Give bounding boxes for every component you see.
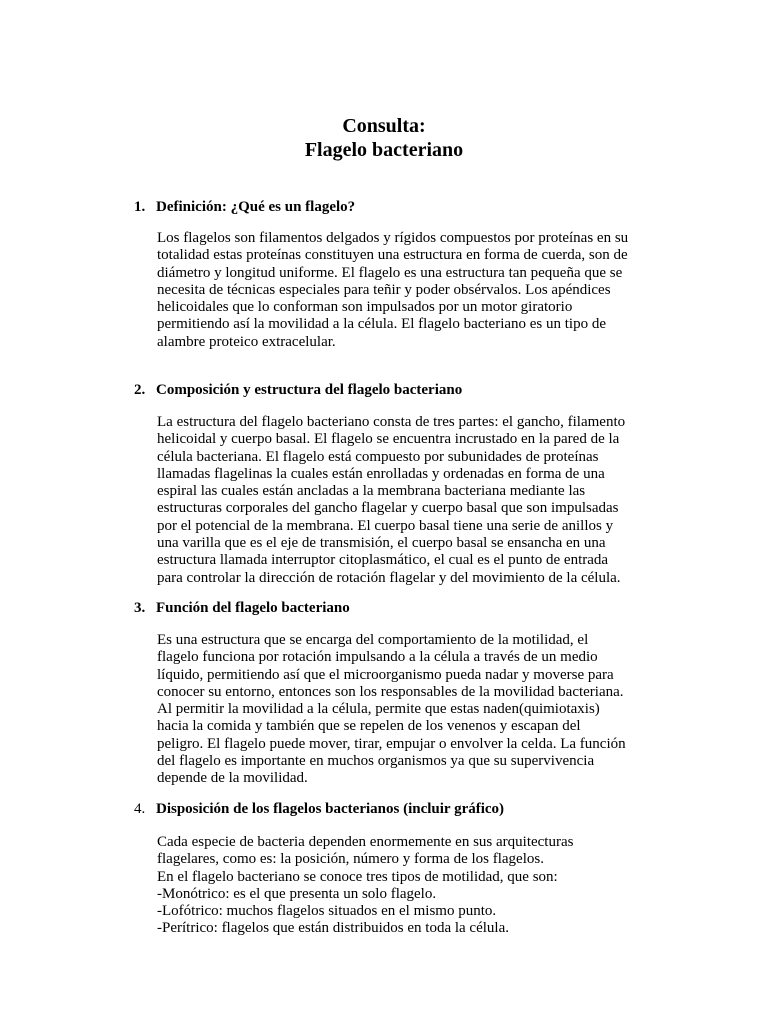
section-number: 1. [134, 199, 146, 215]
paragraph-line: del flagelo es importante en muchos organismos ya que su supervivencia [157, 753, 595, 770]
section-paragraph [157, 230, 657, 351]
section-heading [134, 800, 504, 818]
section-heading-text: Definición: ¿Qué es un flagelo? [156, 199, 356, 215]
paragraph-line: estructura llamada interruptor citoplasmático, el cual es el punto de entrada [157, 552, 609, 569]
paragraph-line: flagelares, como es: la posición, número y forma de los flagelos. [157, 851, 544, 868]
section-heading [134, 599, 350, 617]
section-number: 4. [134, 801, 146, 817]
section-paragraph [157, 834, 657, 938]
title-line-2: Flagelo bacteriano [304, 139, 464, 161]
paragraph-line: -Perítrico: flagelos que están distribuidos en toda la célula. [157, 920, 509, 937]
paragraph-line: para controlar la dirección de rotación flagelar y del movimiento de la célula. [157, 569, 621, 586]
paragraph-line: helicoidales que lo conforman son impulsados por un motor giratorio [157, 299, 573, 316]
paragraph-line: diámetro y longitud uniforme. El flagelo es una estructura tan pequeña que se [157, 264, 623, 281]
section-number: 3. [134, 600, 146, 616]
paragraph-line: totalidad estas proteínas constituyen una estructura en forma de cuerda, son de [157, 247, 628, 264]
paragraph-line: conocer su entorno, entonces son los responsables de la movilidad bacteriana. [157, 683, 624, 700]
paragraph-line: peligro. El flagelo puede mover, tirar, empujar o envolver la celda. La función [157, 735, 626, 752]
section-heading-text: Composición y estructura del flagelo bacteriano [156, 382, 463, 398]
paragraph-line: alambre proteico extracelular. [157, 333, 336, 350]
paragraph-line: llamadas flagelinas la cuales están enrolladas y ordenadas en forma de una [157, 465, 605, 482]
paragraph-line: depende de la movilidad. [157, 770, 308, 787]
paragraph-line: por el potencial de la membrana. El cuerpo basal tiene una serie de anillos y [157, 517, 614, 534]
paragraph-line: flagelo funciona por rotación impulsando a la célula a través de un medio [157, 649, 598, 666]
section-heading-text: Función del flagelo bacteriano [156, 600, 350, 616]
paragraph-line: -Lofótrico: muchos flagelos situados en el mismo punto. [157, 903, 497, 920]
section-paragraph [157, 414, 657, 587]
section-number: 2. [134, 382, 146, 398]
paragraph-line: necesita de técnicas especiales para teñir y poder obsérvalos. Los apéndices [157, 281, 611, 298]
paragraph-line: estructuras corporales del gancho flagelar y cuerpo basal que son impulsadas [157, 500, 619, 517]
document-title [0, 114, 768, 162]
section-heading-text: Disposición de los flagelos bacterianos (incluir gráfico) [156, 801, 505, 817]
paragraph-line: La estructura del flagelo bacteriano consta de tres partes: el gancho, filamento [157, 414, 626, 430]
section-heading [134, 198, 355, 216]
paragraph-line: Es una estructura que se encarga del comportamiento de la motilidad, el [157, 632, 589, 648]
paragraph-line: una varilla que es el eje de transmisión, el cuerpo basal se ensancha en una [157, 535, 606, 552]
paragraph-line: helicoidal y cuerpo basal. El flagelo se encuentra incrustado en la pared de la [157, 431, 620, 448]
paragraph-line: Cada especie de bacteria dependen enormemente en sus arquitecturas [157, 834, 574, 850]
paragraph-line: espiral las cuales están ancladas a la membrana bacteriana mediante las [157, 483, 586, 500]
title-line-1: Consulta: [342, 115, 426, 137]
paragraph-line: célula bacteriana. El flagelo está compuesto por subunidades de proteínas [157, 448, 599, 465]
paragraph-line: En el flagelo bacteriano se conoce tres tipos de motilidad, que son: [157, 868, 558, 885]
paragraph-line: permitiendo así la movilidad a la célula. El flagelo bacteriano es un tipo de [157, 316, 607, 333]
paragraph-line: líquido, permitiendo así que el microorganismo pueda nadar y moverse para [157, 666, 614, 683]
paragraph-line: Los flagelos son filamentos delgados y rígidos compuestos por proteínas en su [157, 230, 629, 246]
section-heading [134, 381, 462, 399]
paragraph-line: -Monótrico: es el que presenta un solo flagelo. [157, 885, 437, 902]
paragraph-line: Al permitir la movilidad a la célula, permite que estas naden(quimiotaxis) [157, 701, 600, 718]
section-paragraph [157, 632, 657, 788]
paragraph-line: hacia la comida y también que se repelen de los venenos y escapan del [157, 718, 581, 735]
